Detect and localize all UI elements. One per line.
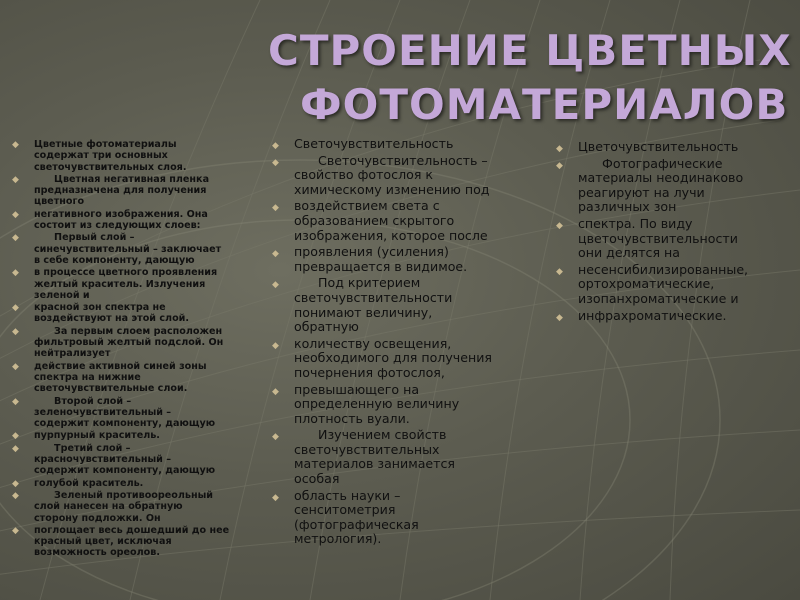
left-column-item-text: негативного изображения. Она состоит из следующих слоев: — [34, 208, 208, 232]
right-column-item — [556, 140, 792, 155]
middle-column-item — [272, 245, 540, 274]
left-column-item-text: Первый слой – синечувствительный – заключает в себе компоненту, дающую — [34, 232, 222, 266]
left-column-item-text: в процессе цветного проявления желтый краситель. Излучения зеленой и — [34, 267, 218, 301]
left-column-item-text: За первым слоем расположен фильтровый желтый подслой. Он нейтрализует — [34, 325, 224, 360]
left-column-item — [12, 139, 274, 173]
left-column-list — [12, 139, 274, 560]
left-column-item — [12, 267, 274, 301]
middle-column-item — [272, 337, 540, 381]
diamond-bullet-icon: ◆ — [12, 396, 19, 407]
left-column-item-text: Зеленый противоореольный слой нанесен на обратную сторону подложки. Он — [34, 489, 213, 524]
left-column-item-text: голубой краситель. — [34, 477, 144, 489]
middle-column-item-text: Светочувствительность — [294, 136, 454, 151]
middle-column-item-text: количеству освещения, необходимого для получения почернения фотослоя, — [294, 335, 492, 380]
right-column-item — [556, 309, 792, 324]
middle-column-item — [272, 383, 540, 427]
left-column-item-text: Цветная негативная пленка предназначена для получения цветного — [34, 173, 210, 208]
diamond-bullet-icon: ◆ — [12, 140, 19, 150]
diamond-bullet-icon: ◆ — [556, 266, 563, 277]
diamond-bullet-icon: ◆ — [272, 141, 279, 151]
left-column-item — [12, 232, 274, 266]
middle-column-item — [272, 276, 540, 334]
right-column-item — [556, 217, 792, 261]
middle-column-item-text: Светочувствительность – свойство фотослоя к химическому изменению под — [294, 152, 490, 197]
diamond-bullet-icon: ◆ — [12, 478, 19, 489]
right-column-item-text: спектра. По виду цветочувствительности они делятся на — [578, 215, 738, 261]
diamond-bullet-icon: ◆ — [556, 144, 563, 154]
right-column-list — [556, 140, 792, 325]
middle-column-item-text: проявления (усиления) превращается в видимое. — [294, 244, 468, 274]
left-column-item-text: Цветные фотоматериалы содержат три основных светочувствительных слоя. — [34, 139, 187, 173]
left-column-item — [12, 490, 274, 524]
left-column-item — [12, 302, 274, 325]
left-column-item-text: поглощает весь дошедший до нее красный цвет, исключая возможность ореолов. — [34, 524, 230, 559]
page-title-line-1: СТРОЕНИЕ ЦВЕТНЫХ — [268, 26, 792, 75]
diamond-bullet-icon: ◆ — [12, 490, 19, 501]
diamond-bullet-icon: ◆ — [272, 157, 279, 168]
right-column-item-text: Фотографические материалы неодинаково реагируют на лучи различных зон — [578, 155, 744, 215]
diamond-bullet-icon: ◆ — [12, 431, 19, 442]
left-column-item — [12, 430, 274, 441]
diamond-bullet-icon: ◆ — [272, 203, 279, 214]
left-column-item-text: Третий слой – красночувствительный – содержит компоненту, дающую — [34, 442, 216, 477]
middle-column-item — [272, 154, 540, 198]
diamond-bullet-icon: ◆ — [12, 233, 19, 244]
middle-column-list — [272, 137, 540, 549]
middle-column-item — [272, 199, 540, 243]
diamond-bullet-icon: ◆ — [12, 303, 19, 314]
left-column-item — [12, 478, 274, 489]
diamond-bullet-icon: ◆ — [272, 432, 279, 443]
diamond-bullet-icon: ◆ — [272, 340, 279, 351]
middle-column-item-text: область науки – сенситометрия (фотографическая метрология). — [294, 487, 419, 547]
diamond-bullet-icon: ◆ — [12, 443, 19, 454]
middle-column-item-text: Изучением свойств светочувствительных материалов занимается особая — [294, 427, 456, 487]
left-column-item — [12, 443, 274, 477]
diamond-bullet-icon: ◆ — [12, 209, 19, 220]
left-column-item — [12, 209, 274, 232]
diamond-bullet-icon: ◆ — [12, 361, 19, 372]
left-column-item — [12, 361, 274, 395]
left-column-item-text: действие активной синей зоны спектра на нижние светочувствительные слои. — [34, 360, 207, 395]
right-column-item — [556, 157, 792, 215]
middle-column-item-text: воздействием света с образованием скрытого изображения, которое после — [294, 198, 488, 243]
diamond-bullet-icon: ◆ — [12, 268, 19, 279]
middle-column-item — [272, 489, 540, 547]
left-column-item — [12, 326, 274, 360]
diamond-bullet-icon: ◆ — [12, 525, 19, 536]
right-column-item — [556, 263, 792, 307]
middle-column-item-text: Под критерием светочувствительности понимают величину, обратную — [294, 275, 453, 335]
diamond-bullet-icon: ◆ — [556, 160, 563, 171]
page-title-line-2: ФОТОМАТЕРИАЛОВ — [300, 80, 789, 129]
left-column-item-text: Второй слой – зеленочувствительный – содержит компоненту, дающую — [34, 395, 216, 430]
middle-column-item-text: превышающего на определенную величину плотность вуали. — [294, 381, 460, 426]
diamond-bullet-icon: ◆ — [12, 174, 19, 185]
left-column-item — [12, 525, 274, 559]
middle-column-item — [272, 428, 540, 486]
diamond-bullet-icon: ◆ — [556, 220, 563, 231]
diamond-bullet-icon: ◆ — [12, 326, 19, 337]
diamond-bullet-icon: ◆ — [272, 249, 279, 260]
left-column-item — [12, 174, 274, 208]
right-column-item-text: несенсибилизированные, ортохроматические, изопанхроматическиe и — [578, 261, 749, 306]
left-column-item — [12, 396, 274, 430]
middle-column-item — [272, 137, 540, 152]
diamond-bullet-icon: ◆ — [272, 280, 279, 291]
diamond-bullet-icon: ◆ — [556, 312, 563, 323]
right-column-item-text: инфрахроматические. — [578, 307, 727, 323]
right-column-item-text: Цветочувствительность — [578, 139, 739, 154]
left-column-item-text: красной зон спектра не воздействуют на этой слой. — [34, 302, 190, 325]
diamond-bullet-icon: ◆ — [272, 386, 279, 397]
diamond-bullet-icon: ◆ — [272, 492, 279, 503]
left-column-item-text: пурпурный краситель. — [34, 430, 160, 442]
